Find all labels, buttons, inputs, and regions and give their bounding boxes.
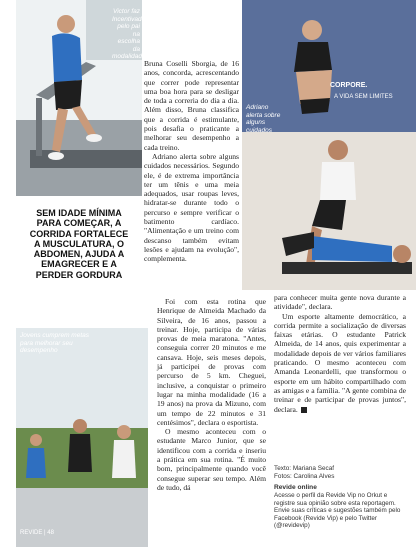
banner-slogan: A VIDA SEM LIMITES bbox=[334, 94, 393, 100]
stretching-caption: Adriano alerta sobre alguns cuidados bbox=[246, 104, 281, 134]
runners-photo bbox=[16, 328, 148, 547]
banner-brand: CORPORE. bbox=[330, 82, 368, 89]
treadmill-photo bbox=[16, 0, 146, 196]
article-headline: SEM IDADE MÍNIMA PARA COMEÇAR, A CORRIDA FORTALECE A MUSCULATURA, O ABDOMEN, AJUDA A EMAGRECER E A PERDER GORDURA bbox=[29, 208, 129, 280]
paragraph-bruna: Bruna Coselli Sborgia, de 16 anos, concorda, acrescentando que correr pode representar uma boa hora para se desligar de toda a correria do dia a dia. Além disso, Bruna classifica que a corrida é estimulante, pois desafia o praticante a melhorar seu desempenho a cada treino. bbox=[144, 59, 239, 152]
paragraph-henrique: Foi com esta rotina que Henrique de Almeida Machado da Silveira, de 16 anos, passou a treinar. Hoje, participa de várias provas de meia maratona. "Antes, conseguia correr 20 minutos e me cansava. Hoje, seis meses depois, já participei de provas com percurso de 5 km. Cheguei, inclusive, a conquistar o primeiro lugar na minha modalidade (16 a 19 anos) na prova da Mizuno, com um tempo de 22 minutos e 31 centésimos", declara o esportista. bbox=[157, 297, 266, 427]
page-folio: REVIDE | 48 bbox=[20, 530, 54, 536]
paragraph-marco: O mesmo aconteceu com o estudante Marco Junior, que se identificou com a corrida e inseriu a prática em sua rotina. "É muito bom, principalmente quando você consegue superar seu tempo. Além de tudo, dá bbox=[157, 427, 266, 492]
treadmill-caption: Victor faz Incentivado pelo pai na escolha da modalidade bbox=[112, 8, 146, 60]
credit-text: Texto: Mariana Secaf bbox=[274, 465, 335, 472]
credits bbox=[274, 465, 404, 480]
column1-lower bbox=[157, 297, 266, 492]
stretching-photo bbox=[242, 0, 416, 290]
paragraph-continuation: para conhecer muita gente nova durante a atividade", declara. bbox=[274, 293, 406, 312]
column1-upper bbox=[144, 59, 239, 264]
paragraph-democratic bbox=[274, 312, 406, 414]
paragraph-adriano: Adriano alerta sobre alguns cuidados necessários. Segundo ele, é de extrema importância ter um tênis e uma meia adequados, usar roupas leves, hidratar-se durante todo o percurso e sempre verificar o batimento cardíaco. "Alimentação e um treino com descanso também evitam lesões e ajudam na evolução", complementa. bbox=[144, 151, 239, 264]
end-of-article-mark bbox=[301, 407, 307, 413]
runners-illustration bbox=[16, 328, 148, 547]
column2-text bbox=[274, 293, 406, 414]
runners-caption: Jovens cumprem metas para melhorar seu desempenho bbox=[20, 332, 89, 354]
revide-online-heading: Revide online bbox=[274, 484, 317, 491]
revide-online-body: Acesse o perfil da Revide Vip no Orkut e registre sua opinião sobre esta reportagem. Envie suas críticas e sugestões também pelo Facebook (Revide Vip) e pelo Twitter (@revidevip) bbox=[274, 492, 401, 529]
stretching-illustration bbox=[242, 0, 416, 290]
revide-online-box bbox=[274, 484, 408, 530]
paragraph-democratic-text: Um esporte altamente democrático, a corrida permite a socialização de diversas faixas etárias. O estudante Patrick Almeida, de 14 anos, quis experimentar a modalidade depois de ver vários familiares praticando. O mesmo aconteceu com Amanda Leonardelli, que transformou o esporte em um hábito compartilhado com as amigas e a família. "A gente combina de treinar e de participar de provas juntos", declara. bbox=[274, 311, 406, 414]
credit-photos: Fotos: Carolina Alves bbox=[274, 472, 335, 480]
